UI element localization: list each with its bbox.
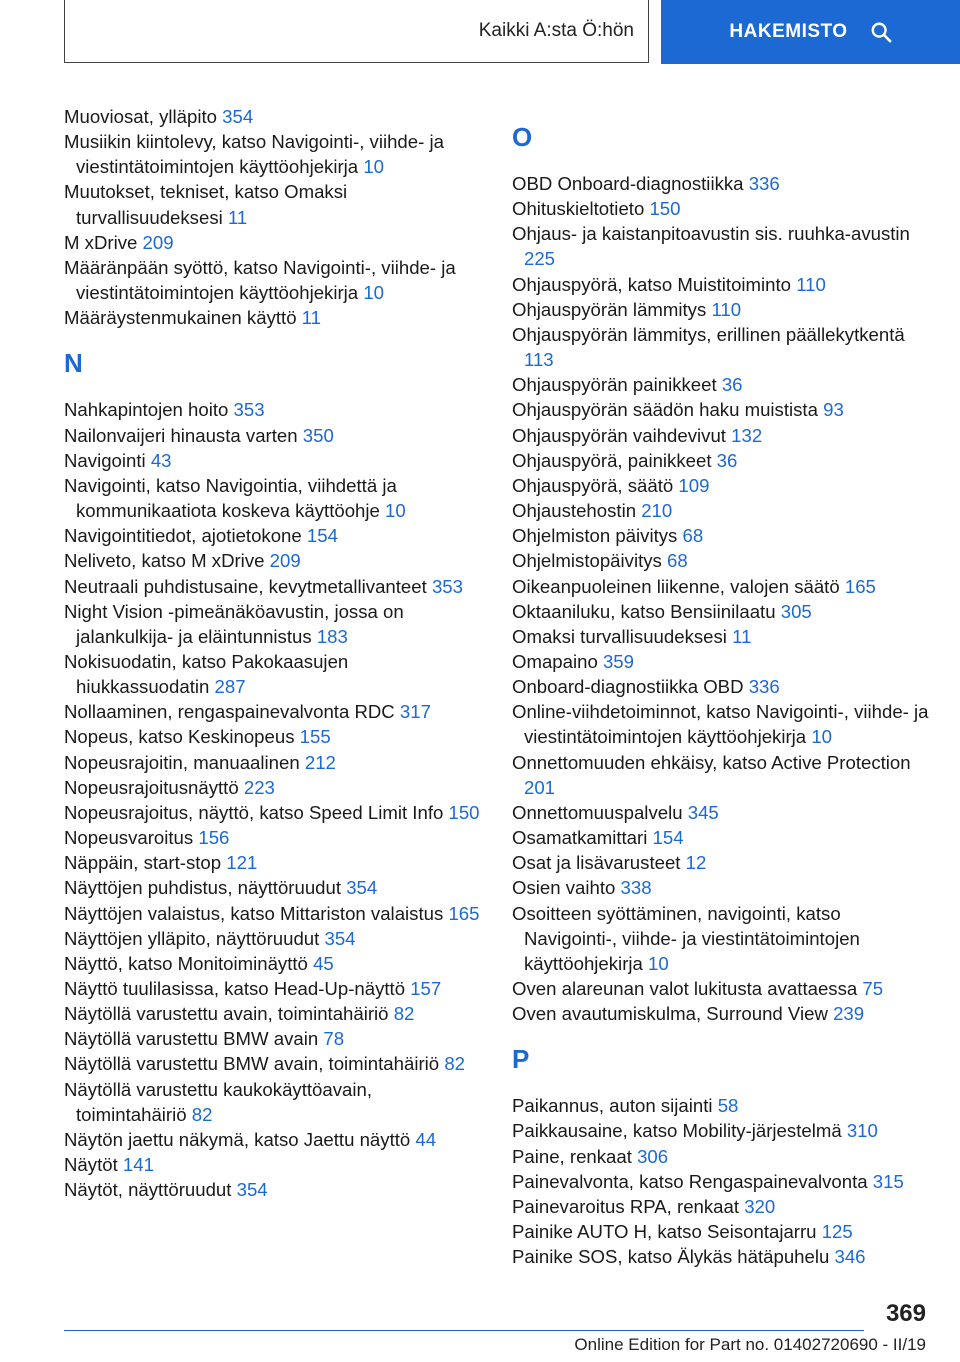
entry-text: Ohjauspyörän vaihdevivut — [512, 424, 726, 446]
page-link[interactable]: 10 — [363, 156, 385, 178]
page-link[interactable]: 45 — [313, 952, 334, 974]
page-link[interactable]: 165 — [448, 902, 480, 924]
entry-text: Nollaaminen, rengaspainevalvonta RDC — [64, 701, 395, 723]
index-entry — [64, 397, 484, 422]
entry-text: Nopeusrajoitus, näyttö, katso Speed Limit Info — [64, 801, 444, 823]
page-link[interactable]: 82 — [191, 1103, 213, 1125]
entry-text: Muoviosat, ylläpito — [64, 106, 217, 127]
entry-text: Näytön jaettu näkymä, katso Jaettu näyttö — [64, 1128, 411, 1150]
entry-text: Ohjauspyörä, katso Muistitoiminto — [512, 273, 792, 295]
page-link[interactable]: 354 — [222, 106, 254, 127]
entry-text: Night Vision -pimeänäköavustin, jossa on jalankulkija- ja eläintunnistus — [64, 600, 404, 647]
index-entry — [512, 574, 932, 599]
entry-text: Näytöllä varustettu BMW avain — [64, 1028, 319, 1050]
index-entry — [512, 372, 932, 397]
entry-text: Näytöllä varustettu BMW avain, toimintahäiriö — [64, 1053, 440, 1075]
page-link[interactable]: 58 — [717, 1095, 739, 1117]
index-entry — [64, 976, 484, 1001]
index-entry — [512, 599, 932, 624]
index-entry — [64, 1077, 484, 1127]
index-column-right — [512, 104, 932, 1269]
entry-text: Näyttöjen puhdistus, näyttöruudut — [64, 877, 342, 899]
page-link[interactable]: 210 — [641, 500, 673, 522]
page-link[interactable]: 154 — [306, 525, 338, 547]
index-entry — [64, 951, 484, 976]
index-entry — [512, 196, 932, 221]
entry-text: Ohjauspyörän lämmitys — [512, 298, 707, 320]
section-letter: O — [512, 122, 533, 152]
index-entry — [64, 850, 484, 875]
index-entry — [64, 1001, 484, 1026]
page-link[interactable]: 310 — [846, 1120, 878, 1142]
page-link[interactable]: 345 — [687, 801, 719, 823]
page-link[interactable]: 150 — [649, 198, 681, 220]
page-link[interactable]: 113 — [524, 349, 554, 371]
page-link[interactable]: 156 — [198, 827, 230, 849]
entry-text: Nopeusvaroitus — [64, 827, 194, 849]
page-link[interactable]: 183 — [316, 625, 348, 647]
index-entry — [64, 423, 484, 448]
index-entry — [64, 875, 484, 900]
page-link[interactable]: 359 — [602, 650, 634, 672]
page-link[interactable]: 320 — [744, 1195, 776, 1217]
page-link[interactable]: 346 — [834, 1246, 866, 1268]
index-entry — [512, 1093, 932, 1118]
page-link[interactable]: 223 — [243, 776, 275, 798]
page-link[interactable]: 353 — [233, 399, 265, 421]
search-icon — [870, 21, 892, 43]
index-entry — [512, 171, 932, 196]
entry-text: Osien vaihto — [512, 877, 616, 899]
page-link[interactable]: 12 — [685, 852, 707, 874]
index-entry — [512, 1118, 932, 1143]
page-link[interactable]: 10 — [811, 726, 833, 748]
entry-text: Painevalvonta, katso Rengaspainevalvonta — [512, 1170, 868, 1192]
entry-text: Ohjauspyörä, painikkeet — [512, 449, 712, 471]
index-entry — [512, 548, 932, 573]
index-entry — [64, 548, 484, 573]
entry-text: Onnettomuuden ehkäisy, katso Active Protection — [512, 751, 911, 773]
entry-text: Ohjauspyörän painikkeet — [512, 374, 717, 396]
page-link[interactable]: 354 — [236, 1179, 268, 1201]
page-link[interactable]: 141 — [122, 1154, 154, 1176]
tab-all-a-to-z[interactable] — [64, 0, 649, 63]
index-entry — [64, 523, 484, 548]
entry-text: Nailonvaijeri hinausta varten — [64, 424, 298, 446]
section-letter: N — [64, 348, 83, 379]
entry-text: Oven avautumiskulma, Surround View — [512, 1003, 828, 1025]
entry-text: Navigointi, katso Navigointia, viihdettä ja kommunikaatiota koskeva käyttöohje — [64, 474, 397, 522]
tab-index[interactable] — [661, 0, 960, 64]
index-entry — [64, 775, 484, 800]
entry-text: Musiikin kiintolevy, katso Navigointi-, viihde- ja viestintätoimintojen käyttöohjekirja — [64, 131, 444, 178]
index-entry — [512, 297, 932, 322]
page-link[interactable]: 93 — [823, 399, 844, 421]
page-link[interactable]: 315 — [872, 1170, 904, 1192]
entry-text: Ohjaus- ja kaistanpitoavustin sis. ruuhka-avustin — [512, 223, 910, 245]
page-link[interactable]: 336 — [748, 676, 780, 698]
index-entry — [512, 498, 932, 523]
index-entry — [64, 649, 484, 699]
entry-text: Navigointi — [64, 449, 146, 471]
entry-text: Oven alareunan valot lukitusta avattaessa — [512, 978, 858, 999]
entry-text: Onboard-diagnostiikka OBD — [512, 676, 744, 698]
entry-text: Muutokset, tekniset, katso Omaksi turvallisuudeksesi — [64, 181, 348, 228]
entry-text: Osamatkamittari — [512, 827, 648, 849]
index-entry — [64, 599, 484, 649]
page-link[interactable]: 68 — [667, 550, 688, 572]
page-link[interactable]: 125 — [821, 1221, 853, 1243]
page-link[interactable]: 11 — [301, 307, 322, 329]
page-link[interactable]: 36 — [721, 374, 743, 396]
page-link[interactable]: 43 — [150, 449, 172, 471]
index-entry — [64, 750, 484, 775]
section-letter: P — [512, 1044, 530, 1075]
page-link[interactable]: 157 — [410, 978, 442, 999]
entry-text: Paikannus, auton sijainti — [512, 1095, 713, 1117]
index-entry — [512, 523, 932, 548]
page-link[interactable]: 353 — [431, 575, 463, 597]
entry-text: Ohjauspyörän säädön haku muistista — [512, 399, 818, 421]
index-entry — [64, 104, 484, 129]
index-column-left — [64, 104, 484, 1202]
index-entry — [512, 1219, 932, 1244]
index-entry — [512, 1001, 932, 1026]
index-entry — [64, 825, 484, 850]
page-link[interactable]: 36 — [716, 449, 738, 471]
page-link[interactable]: 121 — [226, 852, 258, 874]
page-link[interactable]: 11 — [227, 206, 248, 228]
entry-text: OBD Onboard-diagnostiikka — [512, 173, 744, 194]
index-entry — [64, 448, 484, 473]
entry-text: Nokisuodatin, katso Pakokaasujen hiukkassuodatin — [64, 650, 349, 698]
entry-text: Nopeus, katso Keskinopeus — [64, 726, 295, 748]
page-link[interactable]: 209 — [142, 231, 174, 253]
index-entry — [512, 901, 932, 976]
index-entry — [64, 901, 484, 926]
page-link[interactable]: 338 — [620, 877, 652, 899]
page-link[interactable]: 82 — [444, 1053, 465, 1075]
page-link[interactable]: 354 — [324, 927, 356, 949]
entry-text: Näytöt, näyttöruudut — [64, 1179, 232, 1201]
entry-text: Paine, renkaat — [512, 1145, 632, 1167]
index-entry — [64, 724, 484, 749]
footer-divider — [64, 1330, 864, 1331]
index-entry — [512, 473, 932, 498]
entry-text: Painike SOS, katso Älykäs hätäpuhelu — [512, 1246, 830, 1268]
page-link[interactable]: 201 — [524, 776, 556, 798]
entry-text: Määräystenmukainen käyttö — [64, 307, 297, 329]
top-navigation — [0, 0, 960, 66]
entry-text: Oktaaniluku, katso Bensiinilaatu — [512, 600, 776, 622]
index-entry — [64, 230, 484, 255]
index-entry — [512, 649, 932, 674]
entry-text: Omapaino — [512, 650, 598, 672]
index-entry — [64, 1177, 484, 1202]
page-link[interactable]: 317 — [399, 701, 431, 723]
index-entry — [64, 1152, 484, 1177]
index-entry — [512, 397, 932, 422]
entry-text: Neutraali puhdistusaine, kevytmetallivanteet — [64, 575, 427, 597]
entry-text: Omaksi turvallisuudeksesi — [512, 625, 727, 647]
page-link[interactable]: 165 — [844, 575, 876, 597]
entry-text: Navigointitiedot, ajotietokone — [64, 525, 302, 547]
index-entry — [64, 129, 484, 179]
index-entry — [512, 800, 932, 825]
index-entry — [64, 699, 484, 724]
entry-text: Nahkapintojen hoito — [64, 399, 229, 421]
index-entry — [512, 976, 932, 1001]
entry-text: Painevaroitus RPA, renkaat — [512, 1195, 740, 1217]
tab-index-label: HAKEMISTO — [729, 21, 848, 42]
index-entry — [64, 473, 484, 523]
page-link[interactable]: 109 — [678, 474, 710, 496]
page-link[interactable]: 10 — [648, 952, 669, 974]
entry-text: Näyttöjen ylläpito, näyttöruudut — [64, 927, 320, 949]
page-link[interactable]: 239 — [833, 1003, 865, 1025]
entry-text: Nopeusrajoitusnäyttö — [64, 776, 239, 798]
page-link[interactable]: 212 — [304, 751, 336, 773]
index-entry — [64, 1026, 484, 1051]
entry-text: Paikkausaine, katso Mobility-järjestelmä — [512, 1120, 842, 1142]
index-entry — [64, 179, 484, 229]
page-link[interactable]: 75 — [862, 978, 884, 999]
entry-text: Näytöt — [64, 1154, 118, 1176]
index-entry — [64, 574, 484, 599]
index-entry — [64, 1127, 484, 1152]
entry-text: Ohituskieltotieto — [512, 198, 645, 220]
entry-text: Näytöllä varustettu kaukokäyttöavain, toimintahäiriö — [64, 1078, 372, 1125]
index-entry — [64, 255, 484, 305]
entry-text: Määränpään syöttö, katso Navigointi-, viihde- ja viestintätoimintojen käyttöohjekirja — [64, 256, 456, 304]
entry-text: Näytöllä varustettu avain, toimintahäiriö — [64, 1003, 389, 1025]
index-entry — [512, 221, 932, 271]
index-entry — [512, 850, 932, 875]
index-entry — [512, 624, 932, 649]
index-entry — [512, 750, 932, 800]
index-entry — [512, 322, 932, 372]
page-link[interactable]: 44 — [415, 1128, 437, 1150]
entry-text: M xDrive — [64, 231, 138, 253]
index-entry — [512, 1244, 932, 1269]
entry-text: Osat ja lisävarusteet — [512, 852, 681, 874]
index-entry — [512, 825, 932, 850]
page-link[interactable]: 305 — [780, 600, 812, 622]
index-entry — [64, 305, 484, 330]
page-link[interactable]: 78 — [323, 1028, 345, 1050]
page-link[interactable]: 209 — [269, 550, 301, 572]
page-link[interactable]: 150 — [448, 801, 480, 823]
entry-text: Ohjelmistopäivitys — [512, 550, 662, 572]
index-entry — [512, 272, 932, 297]
page-link[interactable]: 350 — [302, 424, 334, 446]
entry-text: Näppäin, start-stop — [64, 852, 222, 874]
index-entry — [512, 674, 932, 699]
index-entry — [512, 875, 932, 900]
entry-text: Ohjaustehostin — [512, 500, 637, 522]
page-link[interactable]: 11 — [732, 625, 752, 647]
entry-text: Osoitteen syöttäminen, navigointi, katso Navigointi-, viihde- ja viestintätoimintojen käyttöohjekirja — [512, 902, 860, 974]
index-entry — [64, 800, 484, 825]
page-link[interactable]: 306 — [637, 1145, 669, 1167]
index-entry — [512, 423, 932, 448]
page-number: 369 — [885, 1300, 926, 1327]
index-entry — [64, 1051, 484, 1076]
entry-text: Oikeanpuoleinen liikenne, valojen säätö — [512, 575, 840, 597]
page-link[interactable]: 155 — [299, 726, 331, 748]
page-link[interactable]: 225 — [524, 248, 556, 270]
page-link[interactable]: 154 — [652, 827, 684, 849]
page-link[interactable]: 10 — [363, 282, 385, 304]
entry-text: Neliveto, katso M xDrive — [64, 550, 265, 572]
index-entry — [64, 926, 484, 951]
entry-text: Onnettomuuspalvelu — [512, 801, 683, 823]
page-link[interactable]: 336 — [748, 173, 780, 194]
entry-text: Ohjelmiston päivitys — [512, 525, 678, 547]
entry-text: Painike AUTO H, katso Seisontajarru — [512, 1221, 817, 1243]
page-link[interactable]: 110 — [796, 273, 826, 295]
entry-text: Online-viihdetoiminnot, katso Navigointi-, viihde- ja viestintätoimintojen käyttöohjekirja — [512, 701, 929, 748]
entry-text: Näyttö tuulilasissa, katso Head-Up-näyttö — [64, 978, 406, 999]
index-entry — [512, 1169, 932, 1194]
entry-text: Ohjauspyörä, säätö — [512, 474, 674, 496]
entry-text: Näyttö, katso Monitoiminäyttö — [64, 952, 308, 974]
page-link[interactable]: 68 — [682, 525, 704, 547]
page-link[interactable]: 110 — [711, 298, 742, 320]
tab-all-label: Kaikki A:sta Ö:hön — [478, 20, 634, 41]
entry-text: Ohjauspyörän lämmitys, erillinen päällekytkentä — [512, 323, 905, 345]
index-entry — [512, 699, 932, 749]
index-entry — [512, 448, 932, 473]
page-link[interactable]: 132 — [731, 424, 763, 446]
edition-note: Online Edition for Part no. 01402720690 - II/19 — [574, 1335, 926, 1354]
page-link[interactable]: 354 — [346, 877, 378, 899]
page-link[interactable]: 82 — [393, 1003, 415, 1025]
index-entry — [512, 1194, 932, 1219]
index-entry — [512, 1144, 932, 1169]
entry-text: Näyttöjen valaistus, katso Mittariston valaistus — [64, 902, 444, 924]
page-link[interactable]: 287 — [214, 676, 246, 698]
page-link[interactable]: 10 — [385, 500, 406, 522]
entry-text: Nopeusrajoitin, manuaalinen — [64, 751, 300, 773]
